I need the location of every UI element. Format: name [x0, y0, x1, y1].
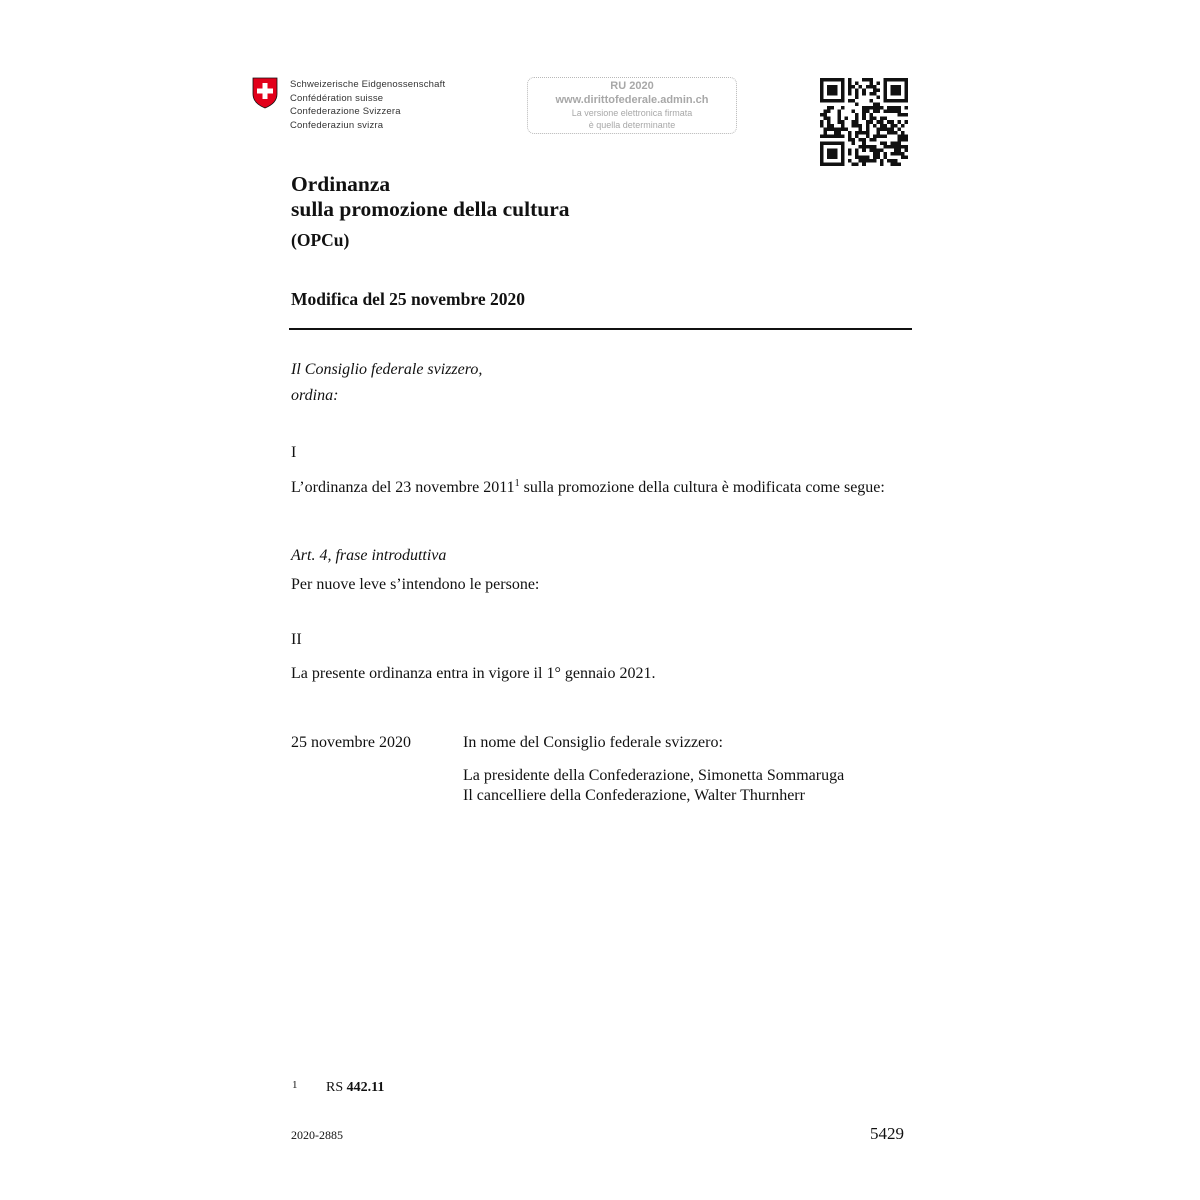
qr-code-icon	[820, 78, 908, 166]
preamble-decree: ordina:	[291, 387, 339, 404]
swiss-coat-of-arms-icon	[252, 77, 278, 109]
confederation-name-de: Schweizerische Eidgenossenschaft	[290, 79, 446, 90]
signatory-chancellor: Il cancelliere della Confederazione, Walter Thurnherr	[463, 787, 805, 804]
section-i-intro-text-cont: sulla promozione della cultura è modificata come segue:	[519, 479, 885, 496]
article-text: Per nuove leve s’intendono le persone:	[291, 576, 540, 593]
stamp-website: www.dirittofederale.admin.ch	[555, 94, 709, 106]
amendment-date: Modifica del 25 novembre 2020	[291, 289, 525, 309]
section-i-intro-text: L’ordinanza del 23 novembre 2011	[291, 479, 515, 496]
footnote-number: 1	[292, 1079, 298, 1091]
title-divider	[289, 328, 912, 330]
document-number: 2020-2885	[291, 1128, 343, 1142]
section-i-numeral: I	[291, 444, 297, 461]
footnote-reference[interactable]: 1	[514, 478, 520, 489]
section-i-intro	[291, 478, 909, 498]
signature-on-behalf: In nome del Consiglio federale svizzero:	[463, 734, 723, 751]
article-heading: Art. 4, frase introduttiva	[291, 547, 447, 564]
confederation-name-fr: Confédération suisse	[290, 92, 384, 104]
signature-date: 25 novembre 2020	[291, 734, 411, 751]
stamp-collection: RU 2020	[610, 80, 654, 92]
preamble-authority: Il Consiglio federale svizzero,	[291, 361, 483, 378]
page-number: 5429	[870, 1124, 904, 1143]
title-line-1: Ordinanza	[291, 172, 391, 196]
section-ii-text: La presente ordinanza entra in vigore il 1° gennaio 2021.	[291, 665, 656, 682]
confederation-name-rm: Confederaziun svizra	[290, 119, 384, 131]
confederation-names	[290, 78, 445, 132]
footnote-prefix: RS	[326, 1080, 347, 1095]
official-publication-stamp	[527, 77, 737, 134]
title-line-2: sulla promozione della cultura	[291, 197, 570, 221]
section-ii-numeral: II	[291, 631, 302, 648]
footnote-reference-number: 442.11	[346, 1080, 385, 1095]
confederation-name-it: Confederazione Svizzera	[290, 106, 401, 117]
document-title	[291, 172, 570, 222]
stamp-note-1: La versione elettronica firmata	[571, 108, 693, 118]
footnote-text	[326, 1080, 384, 1096]
signatory-president: La presidente della Confederazione, Simonetta Sommaruga	[463, 767, 845, 784]
stamp-note-2: è quella determinante	[588, 120, 676, 130]
title-abbreviation: (OPCu)	[291, 230, 350, 250]
